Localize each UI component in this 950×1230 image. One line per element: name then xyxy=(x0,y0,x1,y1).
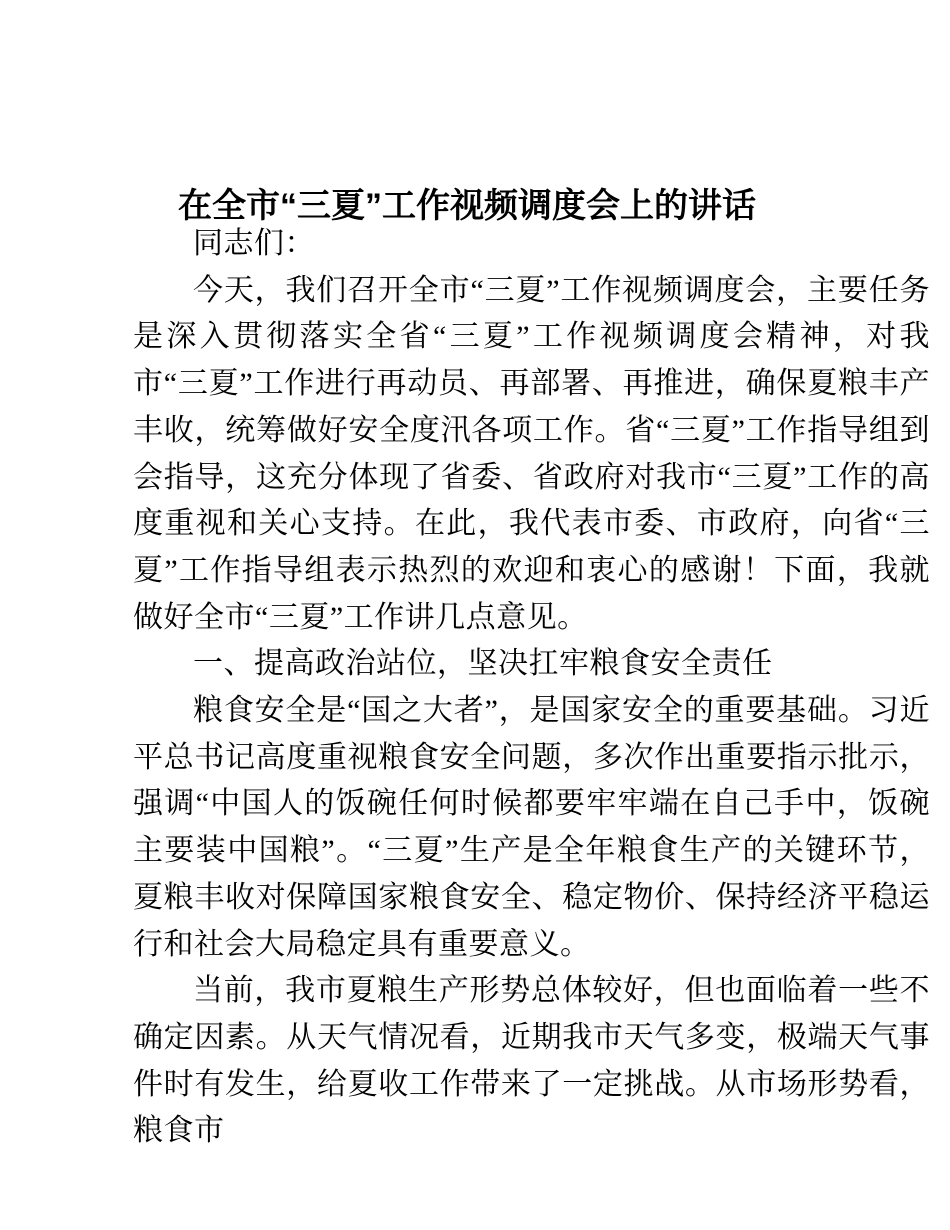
paragraph-opening: 今天，我们召开全市“三夏”工作视频调度会，主要任务是深入贯彻落实全省“三夏”工作视频调度会精神，对我市“三夏”工作进行再动员、再部署、再推进，确保夏粮丰产丰收，统筹做好安全度汛各项工作。省“三夏”工作指导组到会指导，这充分体现了省委、省政府对我市“三夏”工作的高度重视和关心支持。在此，我代表市委、市政府，向省“三夏”工作指导组表示热烈的欢迎和衷心的感谢！下面，我就做好全市“三夏”工作讲几点意见。 xyxy=(133,273,930,634)
document-body xyxy=(133,221,930,1155)
document-title: 在全市“三夏”工作视频调度会上的讲话 xyxy=(178,186,756,225)
paragraph-grain-security: 粮食安全是“国之大者”，是国家安全的重要基础。习近平总书记高度重视粮食安全问题，多次作出重要指示批示，强调“中国人的饭碗任何时候都要牢牢端在自己手中，饭碗主要装中国粮”。“三夏”生产是全年粮食生产的关键环节，夏粮丰收对保障国家粮食安全、稳定物价、保持经济平稳运行和社会大局稳定具有重要意义。 xyxy=(133,694,930,961)
section-heading-1: 一、提高政治站位，坚决扛牢粮食安全责任 xyxy=(193,647,773,681)
salutation: 同志们： xyxy=(193,227,315,260)
paragraph-current-situation: 当前，我市夏粮生产形势总体较好，但也面临着一些不确定因素。从天气情况看，近期我市天气多变，极端天气事件时有发生，给夏收工作带来了一定挑战。从市场形势看，粮食市 xyxy=(133,974,930,1148)
